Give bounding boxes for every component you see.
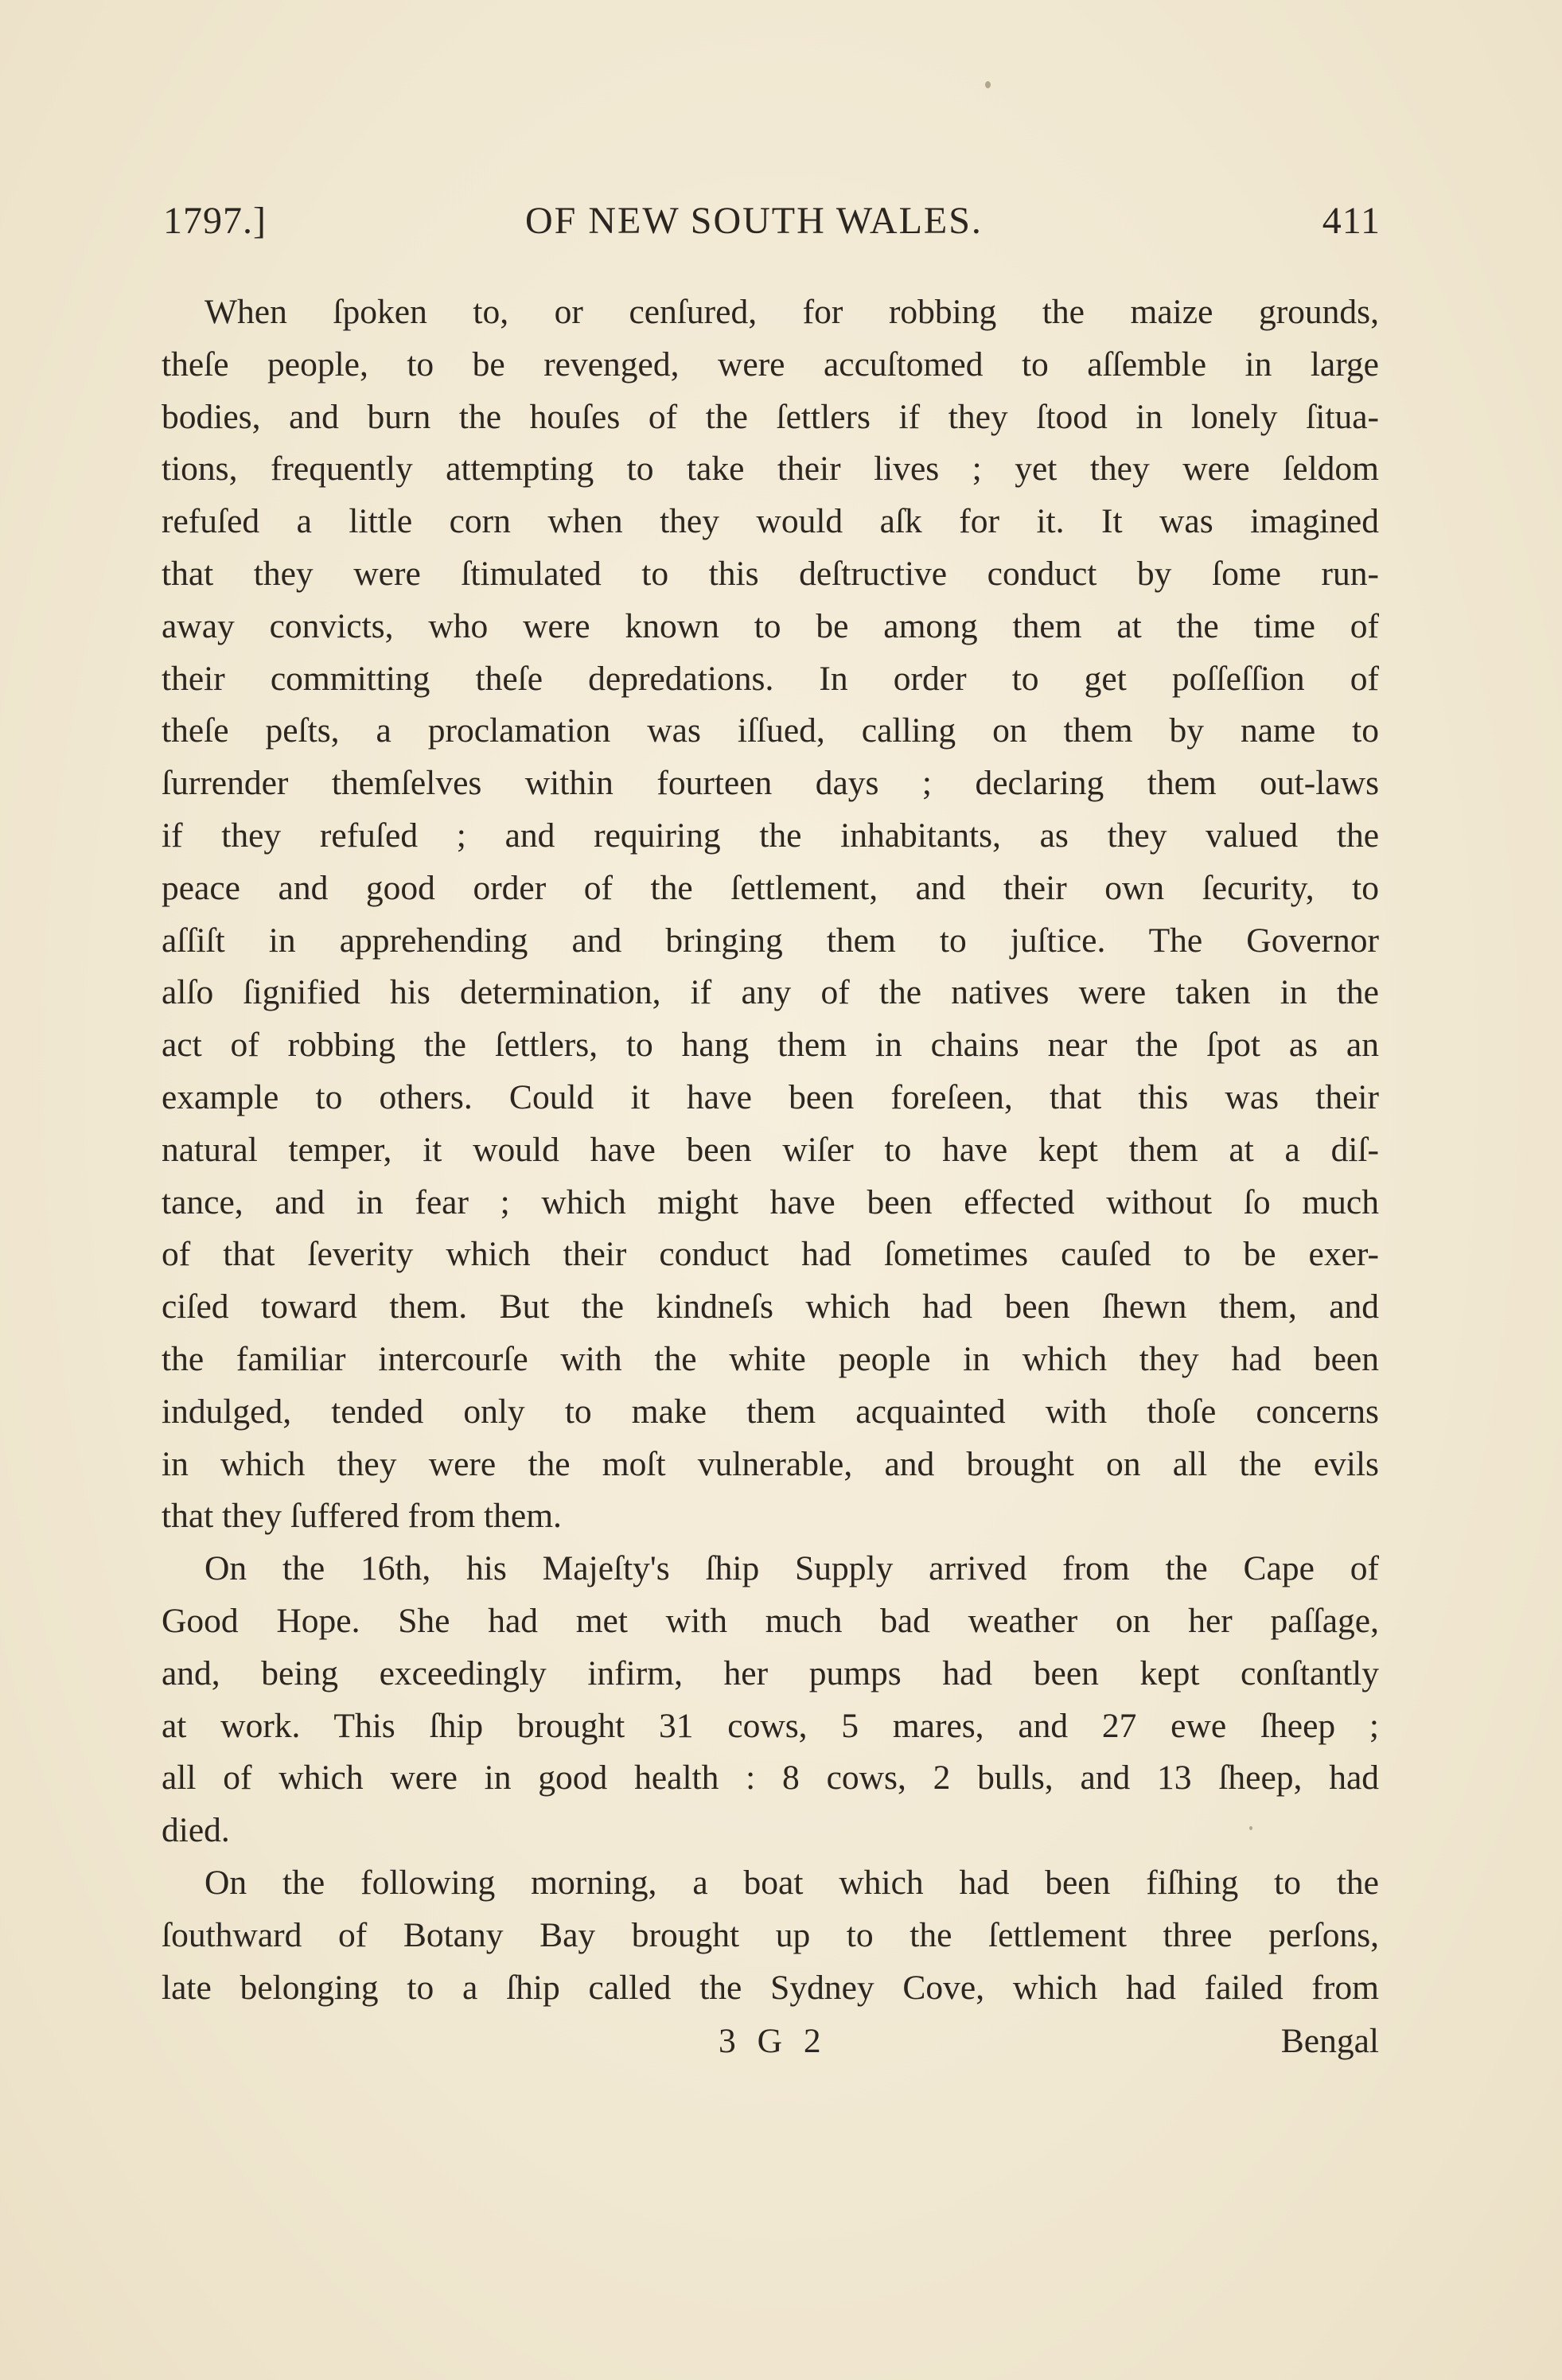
text-line: ciſed toward them. But the kindneſs which had been ſhewn them, and [162,1287,1379,1326]
signature-mark: 3 G 2 [719,2022,828,2060]
text-line: When ſpoken to, or cenſured, for robbing the maize grounds, [205,293,1379,331]
text-line: that they ſuffered from them. [162,1497,562,1536]
text-line: refuſed a little corn when they would aſk for it. It was imagined [162,502,1379,541]
text-line: died. [162,1811,230,1850]
text-line: tance, and in fear ; which might have been effected without ſo much [162,1182,1379,1221]
text-line: aſſiſt in apprehending and bringing them to juſtice. The Governor [162,921,1379,960]
text-line: example to others. Could it have been foreſeen, that this was their [162,1077,1379,1116]
text-line: bodies, and burn the houſes of the ſettlers if they ſtood in lonely ſitua- [162,397,1379,436]
text-line: all of which were in good health : 8 cows, 2 bulls, and 13 ſheep, had [162,1759,1379,1798]
running-title: OF NEW SOUTH WALES. [525,200,983,242]
text-line: at work. This ſhip brought 31 cows, 5 mares, and 27 ewe ſheep ; [162,1706,1379,1745]
text-line: and, being exceedingly infirm, her pumps had been kept conſtantly [162,1654,1379,1692]
running-header [163,199,1381,255]
text-line: indulged, tended only to make them acquainted with thoſe concerns [162,1392,1379,1431]
text-line: late belonging to a ſhip called the Sydney Cove, which had failed from [162,1968,1379,2007]
text-line: alſo ſignified his determination, if any of the natives were taken in the [162,973,1379,1012]
text-line: the familiar intercourſe with the white people in which they had been [162,1339,1379,1378]
text-line: if they refuſed ; and requiring the inhabitants, as they valued the [162,816,1379,855]
text-line: in which they were the moſt vulnerable, and brought on all the evils [162,1444,1379,1483]
text-line: On the following morning, a boat which had been fiſhing to the [205,1863,1379,1902]
text-line: theſe peſts, a proclamation was iſſued, calling on them by name to [162,711,1379,750]
text-line: ſouthward of Botany Bay brought up to the ſettlement three perſons, [162,1915,1379,1954]
text-line: that they were ſtimulated to this deſtructive conduct by ſome run- [162,554,1379,593]
text-line: On the 16th, his Majeſty's ſhip Supply arrived from the Cape of [205,1549,1379,1588]
text-line: act of robbing the ſettlers, to hang them in chains near the ſpot as an [162,1026,1379,1065]
text-line: of that ſeverity which their conduct had ſometimes cauſed to be exer- [162,1235,1379,1274]
text-line: natural temper, it would have been wiſer to have kept them at a diſ- [162,1130,1379,1169]
body-text [162,286,1379,2014]
text-line: tions, frequently attempting to take their lives ; yet they were ſeldom [162,450,1379,489]
text-line: away convicts, who were known to be among them at the time of [162,606,1379,645]
text-line: theſe people, to be revenged, were accuſtomed to aſſemble in large [162,345,1379,384]
header-year: 1797.] [163,200,267,242]
text-line: peace and good order of the ſettlement, and their own ſecurity, to [162,868,1379,907]
catchword: Bengal [1280,2022,1379,2060]
page-number: 411 [1322,200,1381,242]
paper-speck [1249,1826,1252,1830]
paper-speck [985,81,991,88]
text-line: Good Hope. She had met with much bad weather on her paſſage, [162,1601,1379,1640]
text-line: their committing theſe depredations. In order to get poſſeſſion of [162,659,1379,698]
text-line: ſurrender themſelves within fourteen days ; declaring them out-laws [162,764,1379,803]
page-footer [162,2021,1379,2069]
